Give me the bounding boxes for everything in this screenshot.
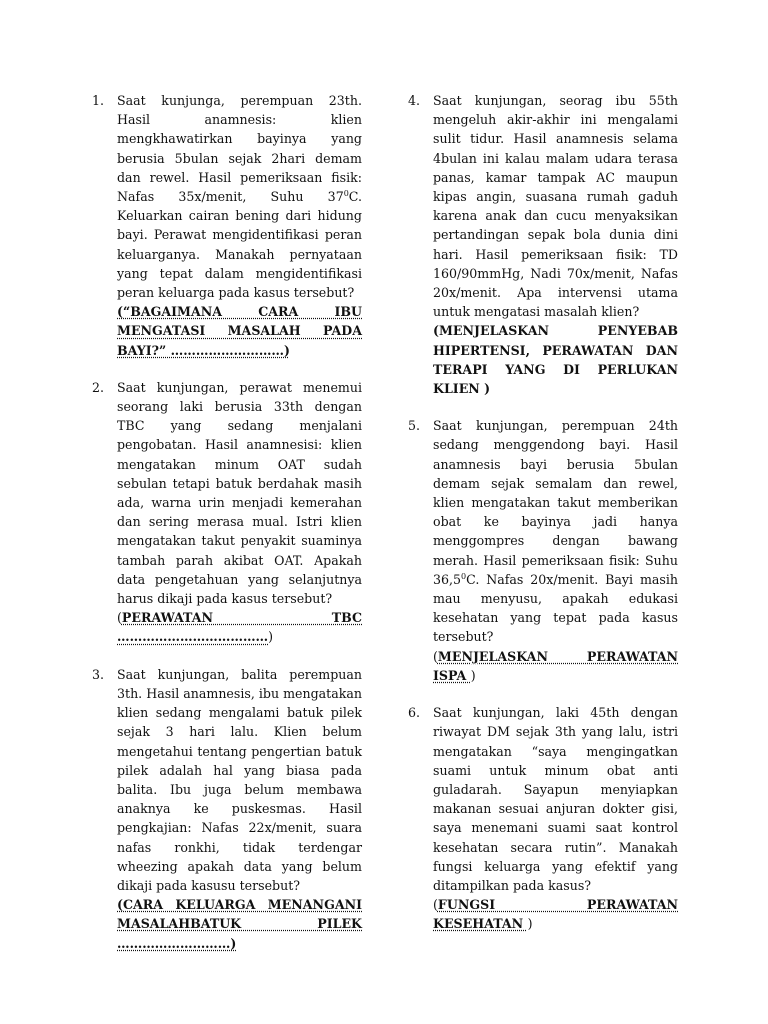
question-text: Saat kunjungan, balita perempuan 3th. Hasil anamnesis, ibu mengatakan klien sedang mengalami batuk pilek sejak 3 hari lalu. Klien belum mengetahui tentang pengertian batuk pilek adalah hal yang biasa pada balita. Ibu juga belum membawa anaknya ke puskesmas. Hasil pengkajian: Nafas 22x/menit, suara nafas ronkhi, tidak terdengar wheezing apakah data yang belum dikaji pada kasusu tersebut? (117, 666, 362, 893)
question-5 (408, 416, 678, 685)
question-number: 3. (92, 666, 105, 682)
answer-text: (“BAGAIMANA CARA IBU MENGATASI MASALAH PADA BAYI?” ………………………) (117, 304, 362, 358)
answer-line (117, 302, 362, 360)
answer-close-paren: ) (527, 916, 533, 932)
question-content (433, 91, 678, 398)
answer-line (433, 321, 678, 398)
answer-open-paren: ( (117, 610, 122, 626)
answer-text: FUNGSI PERAWATAN KESEHATAN (433, 897, 678, 932)
question-number: 5. (408, 418, 421, 434)
question-text-part: C. Keluarkan cairan bening dari hidung bayi. Perawat mengidentifikasi peran keluarganya. Manakah pernyataan yang tepat dalam mengidentifikasi peran keluarga pada kasus tersebut? (117, 189, 362, 301)
right-column (408, 91, 678, 934)
question-number: 1. (92, 93, 105, 108)
answer-text: (MENJELASKAN PENYEBAB HIPERTENSI, PERAWATAN DAN TERAPI YANG DI PERLUKAN KLIEN ) (433, 323, 678, 397)
answer-line (117, 895, 362, 953)
question-6 (408, 703, 678, 933)
answer-line (433, 647, 678, 685)
question-content (117, 91, 362, 360)
answer-text: PERAWATAN TBC ……………………………… (117, 610, 362, 645)
answer-open-paren: ( (433, 648, 438, 664)
question-4 (408, 91, 678, 398)
answer-open-paren: ( (433, 897, 438, 913)
question-text (433, 416, 678, 646)
answer-close-paren: ) (268, 629, 274, 645)
question-number: 6. (408, 705, 421, 721)
question-1 (92, 91, 362, 360)
question-text: Saat kunjungan, laki 45th dengan riwayat DM sejak 3th yang lalu, istri mengatakan “saya mengingatkan suami untuk minum obat anti guladarah. Sayapun menyiapkan makanan sesuai anjuran dokter gisi, saya menemani suami saat kontrol kesehatan secara rutin”. Manakah fungsi keluarga yang efektif yang ditampilkan pada kasus? (433, 705, 678, 893)
question-content (117, 378, 362, 647)
question-text-part: C. Nafas 20x/menit. Bayi masih mau menyusu, apakah edukasi kesehatan yang tepat pada kasus tersebut? (433, 571, 678, 645)
question-content (433, 416, 678, 685)
question-2 (92, 378, 362, 647)
question-text (117, 91, 362, 302)
question-number: 2. (92, 379, 105, 395)
question-text: Saat kunjungan, seorag ibu 55th mengeluh akir-akhir ini mengalami sulit tidur. Hasil anamnesis selama 4bulan ini kalau malam udara terasa panas, kamar tampak AC maupun kipas angin, suasana rumah gaduh karena anak dan cucu menyaksikan pertandingan sepak bola dunia dini hari. Hasil pemeriksaan fisik: TD 160/90mmHg, Nadi 70x/menit, Nafas 20x/menit. Apa intervensi utama untuk mengatasi masalah klien? (433, 93, 678, 320)
question-text: Saat kunjungan, perawat menemui seorang laki berusia 33th dengan TBC yang sedang menjalani pengobatan. Hasil anamnesisi: klien mengatakan minum OAT sudah sebulan tetapi batuk berdahak masih ada, warna urin menjadi kemerahan dan sering merasa mual. Istri klien mengatakan takut penyakit suaminya tambah parah akibat OAT. Apakah data pengetahuan yang selanjutnya harus dikaji pada kasus tersebut? (117, 379, 362, 607)
answer-text: MENJELASKAN PERAWATAN ISPA (433, 648, 678, 683)
answer-line (433, 895, 678, 933)
degree-superscript: 0 (461, 571, 467, 581)
question-content (117, 665, 362, 953)
question-content (433, 703, 678, 933)
answer-close-paren: ) (470, 667, 476, 683)
answer-line (117, 608, 362, 646)
question-text-part: Saat kunjunga, perempuan 23th. Hasil anamnesis: klien mengkhawatirkan bayinya yang berusia 5bulan sejak 2hari demam dan rewel. Hasil pemeriksaan fisik: Nafas 35x/menit, Suhu 37 (117, 93, 362, 205)
question-3 (92, 665, 362, 953)
question-text-part: Saat kunjungan, perempuan 24th sedang menggendong bayi. Hasil anamnesis bayi berusia 5bulan demam sejak semalam dan rewel, klien mengatakan takut memberikan obat ke bayinya jadi hanya menggompres dengan bawang merah. Hasil pemeriksaan fisik: Suhu 36,5 (433, 418, 678, 587)
left-column (92, 91, 362, 953)
question-number: 4. (408, 93, 421, 108)
degree-superscript: 0 (343, 188, 349, 198)
answer-text: (CARA KELUARGA MENANGANI MASALAHBATUK PILEK ………………………) (117, 897, 362, 951)
